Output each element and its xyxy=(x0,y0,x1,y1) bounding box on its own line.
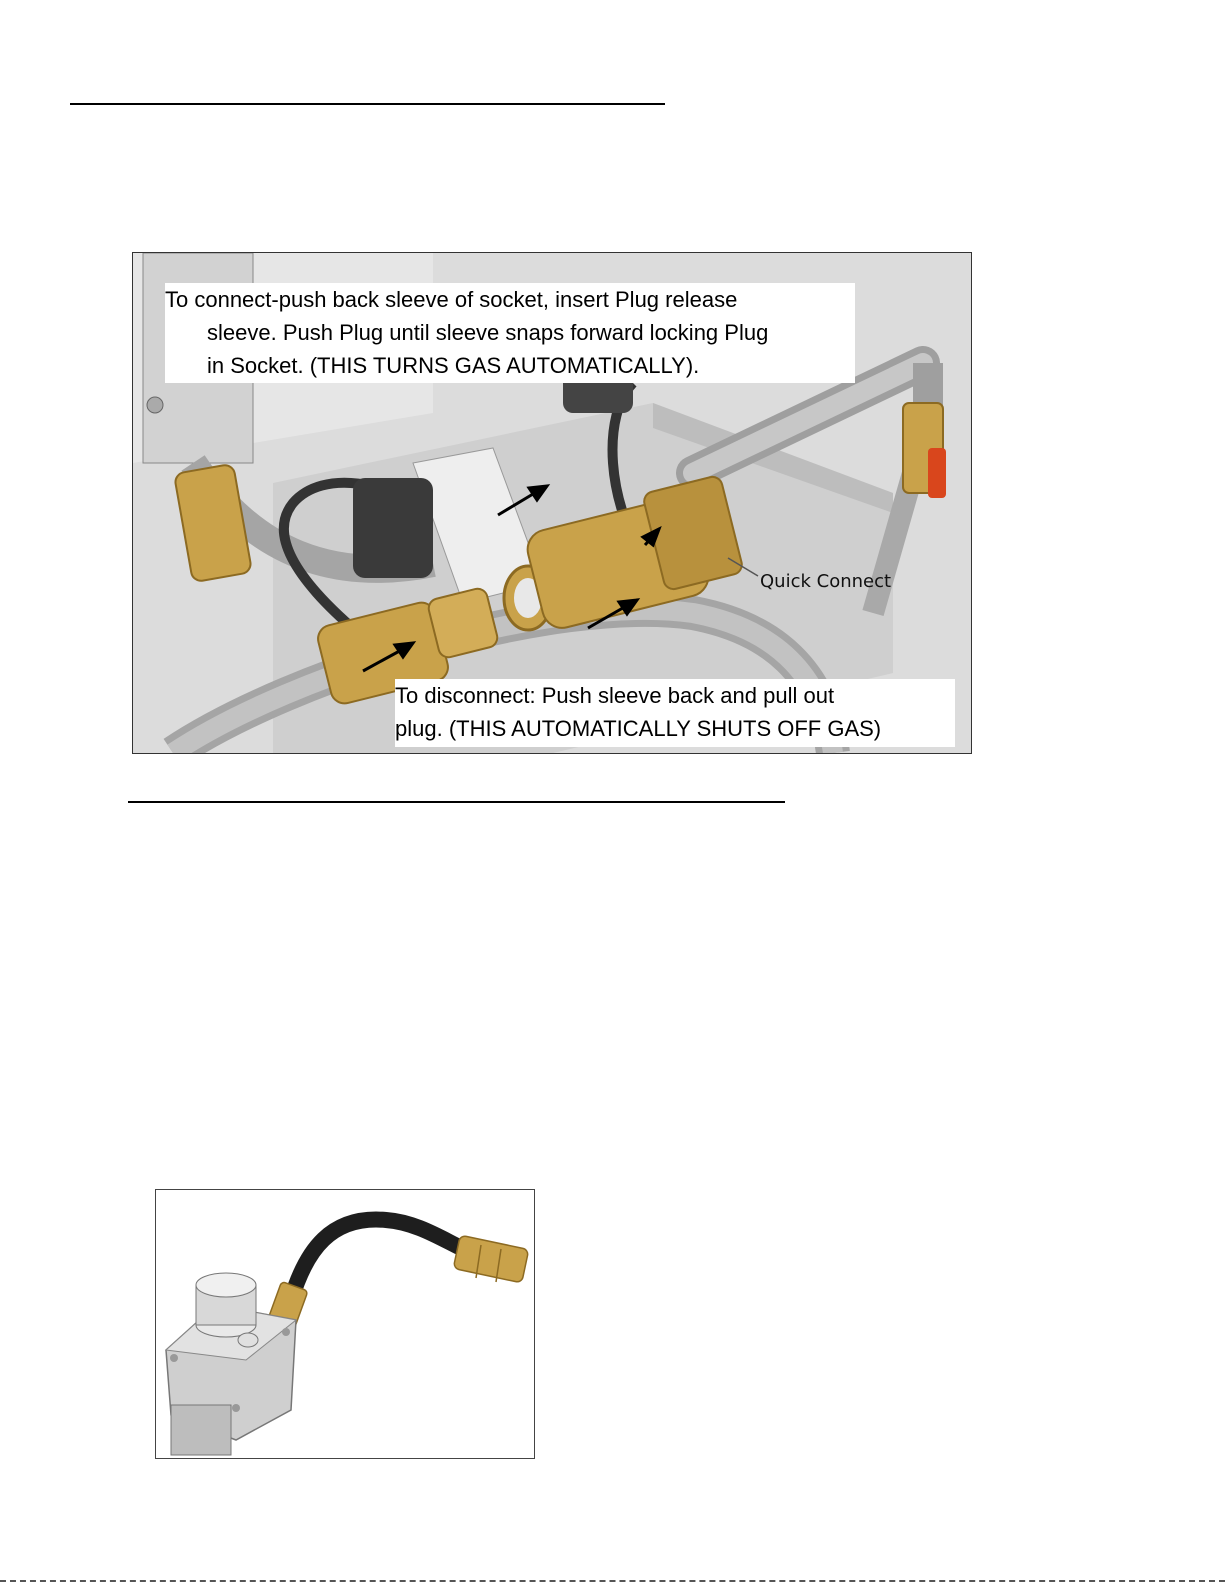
heading-rule-top xyxy=(70,103,665,105)
heading-rule-middle xyxy=(128,801,785,803)
connect-instruction-line-3: in Socket. (THIS TURNS GAS AUTOMATICALLY). xyxy=(207,353,700,378)
disconnect-instruction-line-1: To disconnect: Push sleeve back and pull out xyxy=(395,683,835,708)
connect-instruction xyxy=(165,283,855,383)
connect-instruction-line-1: To connect-push back sleeve of socket, insert Plug release xyxy=(165,287,738,312)
quick-connect-figure xyxy=(132,252,972,754)
disconnect-instruction-line-2: plug. (THIS AUTOMATICALLY SHUTS OFF GAS) xyxy=(395,716,882,741)
page-bottom-border xyxy=(0,1580,1225,1582)
regulator-figure xyxy=(155,1189,535,1459)
connect-instruction-line-2: sleeve. Push Plug until sleeve snaps forward locking Plug xyxy=(207,320,769,345)
quick-connect-label: Quick Connect xyxy=(760,571,892,592)
regulator-illustration xyxy=(156,1190,534,1458)
disconnect-instruction xyxy=(395,679,955,747)
